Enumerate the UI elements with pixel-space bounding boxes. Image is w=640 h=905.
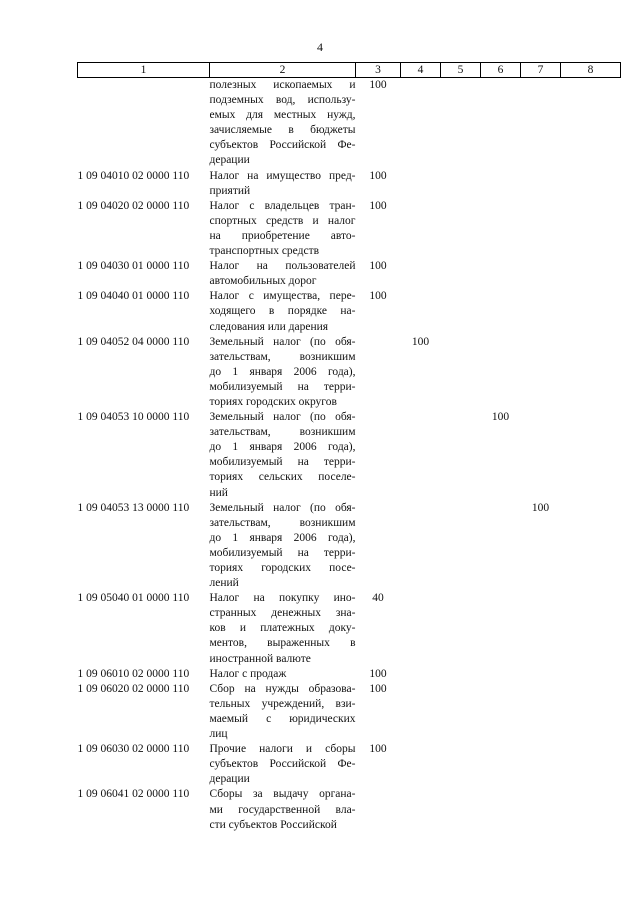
revenue-name-line: Сбор на нужды образова- bbox=[209, 682, 356, 695]
revenue-name-line: субъектов Российской Фе- bbox=[209, 758, 356, 771]
revenue-name-line: лений bbox=[209, 577, 239, 590]
revenue-name-line: маемый с юридических bbox=[209, 712, 356, 725]
percent-cell bbox=[561, 259, 621, 289]
percent-cell bbox=[441, 289, 481, 334]
percent-cell bbox=[356, 501, 401, 592]
revenue-name-line: до 1 января 2006 года), bbox=[209, 531, 356, 544]
revenue-name-line: странных денежных зна- bbox=[209, 607, 356, 620]
revenue-name-line: Земельный налог (по обя- bbox=[209, 501, 356, 514]
percent-cell bbox=[561, 335, 621, 410]
page-number: 4 bbox=[317, 40, 323, 54]
table-row bbox=[78, 501, 621, 592]
percent-cell bbox=[561, 169, 621, 199]
percent-cell bbox=[401, 199, 441, 259]
percent-cell: 100 bbox=[369, 169, 387, 182]
percent-cell: 100 bbox=[369, 290, 387, 303]
budget-code-cell: 1 09 04053 13 0000 110 bbox=[77, 501, 190, 514]
header-cell: 7 bbox=[521, 63, 561, 78]
budget-code-cell: 1 09 06010 02 0000 110 bbox=[77, 667, 190, 680]
percent-cell bbox=[521, 742, 561, 787]
budget-code-cell: 1 09 06030 02 0000 110 bbox=[77, 743, 190, 756]
percent-cell bbox=[481, 787, 521, 832]
percent-cell: 100 bbox=[369, 260, 387, 273]
percent-cell bbox=[561, 667, 621, 682]
revenue-name-line: ториях городских округов bbox=[209, 395, 337, 408]
percent-cell bbox=[481, 78, 521, 169]
revenue-name-line: иностранной валюте bbox=[209, 652, 311, 665]
revenue-name-line: Земельный налог (по обя- bbox=[209, 411, 356, 424]
revenue-name-cell bbox=[210, 787, 356, 832]
table-row bbox=[78, 591, 621, 666]
revenue-name-line: полезных ископаемых и bbox=[209, 79, 356, 91]
revenue-name-cell bbox=[210, 501, 356, 592]
revenue-name-line: мобилизуемый на терри- bbox=[209, 546, 356, 559]
percent-cell bbox=[401, 289, 441, 334]
percent-cell: 100 bbox=[369, 667, 387, 680]
percent-cell: 40 bbox=[372, 592, 384, 605]
percent-cell bbox=[521, 410, 561, 501]
percent-cell bbox=[481, 682, 521, 742]
revenue-name-line: лиц bbox=[209, 728, 228, 741]
percent-cell bbox=[561, 289, 621, 334]
percent-cell bbox=[521, 259, 561, 289]
table-row bbox=[78, 410, 621, 501]
percent-cell bbox=[521, 289, 561, 334]
revenue-name-cell bbox=[210, 259, 356, 289]
revenue-name-cell bbox=[210, 682, 356, 742]
percent-cell bbox=[356, 787, 401, 832]
revenue-name-line: Прочие налоги и сборы bbox=[209, 743, 356, 756]
budget-code-cell: 1 09 06041 02 0000 110 bbox=[77, 788, 190, 801]
percent-cell bbox=[441, 742, 481, 787]
percent-cell: 100 bbox=[369, 682, 387, 695]
budget-code-cell: 1 09 04010 02 0000 110 bbox=[77, 169, 190, 182]
revenue-name-cell bbox=[210, 78, 356, 169]
revenue-name-cell bbox=[210, 410, 356, 501]
revenue-name-line: мобилизуемый на терри- bbox=[209, 456, 356, 469]
table-row bbox=[78, 787, 621, 832]
percent-cell bbox=[401, 169, 441, 199]
percent-cell bbox=[356, 335, 401, 410]
revenue-name-cell bbox=[210, 169, 356, 199]
revenue-name-line: ходящего в порядке на- bbox=[209, 305, 356, 318]
budget-code-cell: 1 09 04020 02 0000 110 bbox=[77, 199, 190, 212]
percent-cell bbox=[561, 787, 621, 832]
percent-cell bbox=[441, 78, 481, 169]
header-cell: 6 bbox=[481, 63, 521, 78]
percent-cell bbox=[441, 682, 481, 742]
budget-code-cell: 1 09 04040 01 0000 110 bbox=[77, 290, 190, 303]
percent-cell: 100 bbox=[491, 411, 510, 424]
budget-code-cell: 1 09 04030 01 0000 110 bbox=[77, 260, 190, 273]
revenue-name-line: спортных средств и налог bbox=[209, 214, 356, 227]
budget-code-cell: 1 09 06020 02 0000 110 bbox=[77, 682, 190, 695]
percent-cell bbox=[521, 335, 561, 410]
percent-cell: 100 bbox=[369, 199, 387, 212]
revenue-name-line: Сборы за выдачу органа- bbox=[209, 788, 356, 801]
percent-cell bbox=[356, 410, 401, 501]
revenue-name-line: автомобильных дорог bbox=[209, 275, 317, 288]
table-row bbox=[78, 169, 621, 199]
revenue-name-line: зательствам, возникшим bbox=[209, 516, 356, 529]
table-row bbox=[78, 199, 621, 259]
percent-cell bbox=[401, 259, 441, 289]
table-row bbox=[78, 682, 621, 742]
revenue-name-line: до 1 января 2006 года), bbox=[209, 441, 356, 454]
budget-code-cell: 1 09 04053 10 0000 110 bbox=[77, 411, 190, 424]
revenue-name-line: ков и платежных доку- bbox=[209, 622, 356, 635]
table-body bbox=[78, 78, 621, 833]
revenue-name-cell bbox=[210, 591, 356, 666]
revenue-name-line: зачисляемые в бюджеты bbox=[209, 124, 356, 137]
revenue-name-line: приятий bbox=[209, 184, 251, 197]
revenue-name-line: следования или дарения bbox=[209, 320, 329, 333]
header-cell: 8 bbox=[561, 63, 621, 78]
percent-cell bbox=[561, 742, 621, 787]
revenue-name-line: Налог с продаж bbox=[209, 667, 287, 680]
revenue-name-line: Налог на пользователей bbox=[209, 260, 356, 273]
revenue-name-line: зательствам, возникшим bbox=[209, 426, 356, 439]
percent-cell: 100 bbox=[531, 501, 550, 514]
percent-cell bbox=[441, 335, 481, 410]
percent-cell bbox=[441, 667, 481, 682]
percent-cell bbox=[441, 199, 481, 259]
budget-code-cell: 1 09 05040 01 0000 110 bbox=[77, 592, 190, 605]
revenue-name-line: Налог с владельцев тран- bbox=[209, 199, 356, 212]
revenue-name-line: ториях сельских поселе- bbox=[209, 471, 356, 484]
percent-cell bbox=[401, 682, 441, 742]
header-cell: 2 bbox=[210, 63, 356, 78]
revenue-name-line: емых для местных нужд, bbox=[209, 109, 356, 122]
percent-cell bbox=[481, 289, 521, 334]
percent-cell bbox=[441, 787, 481, 832]
percent-cell bbox=[481, 199, 521, 259]
revenue-name-line: на приобретение авто- bbox=[209, 229, 356, 242]
percent-cell bbox=[521, 667, 561, 682]
percent-cell bbox=[561, 410, 621, 501]
revenue-name-line: мобилизуемый на терри- bbox=[209, 380, 356, 393]
revenue-name-line: ми государственной вла- bbox=[209, 803, 356, 816]
percent-cell bbox=[441, 259, 481, 289]
percent-cell bbox=[521, 169, 561, 199]
percent-cell bbox=[481, 335, 521, 410]
percent-cell bbox=[401, 742, 441, 787]
percent-cell bbox=[561, 78, 621, 169]
table-row bbox=[78, 259, 621, 289]
budget-code-cell bbox=[78, 78, 210, 169]
revenue-name-cell bbox=[210, 335, 356, 410]
revenue-name-line: ментов, выраженных в bbox=[209, 637, 356, 650]
percent-cell bbox=[481, 169, 521, 199]
revenue-name-line: тельных учреждений, взи- bbox=[209, 697, 356, 710]
revenue-name-line: зательствам, возникшим bbox=[209, 350, 356, 363]
percent-cell bbox=[401, 667, 441, 682]
percent-cell bbox=[521, 591, 561, 666]
percent-cell bbox=[481, 591, 521, 666]
percent-cell bbox=[521, 78, 561, 169]
revenue-name-line: транспортных средств bbox=[209, 245, 320, 258]
percent-cell bbox=[561, 591, 621, 666]
revenue-name-line: сти субъектов Российской bbox=[209, 818, 337, 831]
percent-cell bbox=[481, 742, 521, 787]
revenue-name-cell bbox=[210, 667, 356, 682]
percent-cell bbox=[481, 501, 521, 592]
percent-cell bbox=[521, 787, 561, 832]
percent-cell bbox=[441, 501, 481, 592]
table-header bbox=[78, 63, 621, 78]
header-cell: 1 bbox=[78, 63, 210, 78]
revenue-distribution-table bbox=[77, 62, 621, 833]
table-row bbox=[78, 78, 621, 169]
revenue-name-line: до 1 января 2006 года), bbox=[209, 365, 356, 378]
table-row bbox=[78, 335, 621, 410]
budget-code-cell: 1 09 04052 04 0000 110 bbox=[77, 335, 190, 348]
revenue-name-line: дерации bbox=[209, 773, 250, 786]
percent-cell: 100 bbox=[369, 79, 387, 91]
percent-cell bbox=[561, 501, 621, 592]
percent-cell bbox=[441, 591, 481, 666]
revenue-name-line: дерации bbox=[209, 154, 250, 167]
revenue-name-line: Земельный налог (по обя- bbox=[209, 335, 356, 348]
revenue-name-cell bbox=[210, 199, 356, 259]
revenue-name-line: субъектов Российской Фе- bbox=[209, 139, 356, 152]
revenue-name-line: подземных вод, использу- bbox=[209, 94, 356, 107]
percent-cell bbox=[441, 169, 481, 199]
percent-cell bbox=[481, 667, 521, 682]
header-cell: 4 bbox=[401, 63, 441, 78]
revenue-name-line: Налог на покупку ино- bbox=[209, 592, 356, 605]
percent-cell bbox=[521, 682, 561, 742]
table-row bbox=[78, 742, 621, 787]
revenue-name-line: ториях городских посе- bbox=[209, 562, 356, 574]
percent-cell: 100 bbox=[369, 743, 387, 756]
percent-cell bbox=[401, 787, 441, 832]
header-cell: 3 bbox=[356, 63, 401, 78]
percent-cell: 100 bbox=[411, 335, 430, 348]
percent-cell bbox=[521, 199, 561, 259]
table-row bbox=[78, 289, 621, 334]
percent-cell bbox=[441, 410, 481, 501]
revenue-name-line: Налог на имущество пред- bbox=[209, 169, 356, 182]
percent-cell bbox=[561, 682, 621, 742]
revenue-name-line: Налог с имущества, пере- bbox=[209, 290, 356, 303]
header-row bbox=[78, 63, 621, 78]
revenue-name-cell bbox=[210, 289, 356, 334]
percent-cell bbox=[561, 199, 621, 259]
percent-cell bbox=[401, 501, 441, 592]
percent-cell bbox=[401, 591, 441, 666]
percent-cell bbox=[481, 259, 521, 289]
revenue-name-line: ний bbox=[209, 486, 228, 499]
header-cell: 5 bbox=[441, 63, 481, 78]
table-row bbox=[78, 667, 621, 682]
percent-cell bbox=[401, 410, 441, 501]
percent-cell bbox=[401, 78, 441, 169]
revenue-name-cell bbox=[210, 742, 356, 787]
